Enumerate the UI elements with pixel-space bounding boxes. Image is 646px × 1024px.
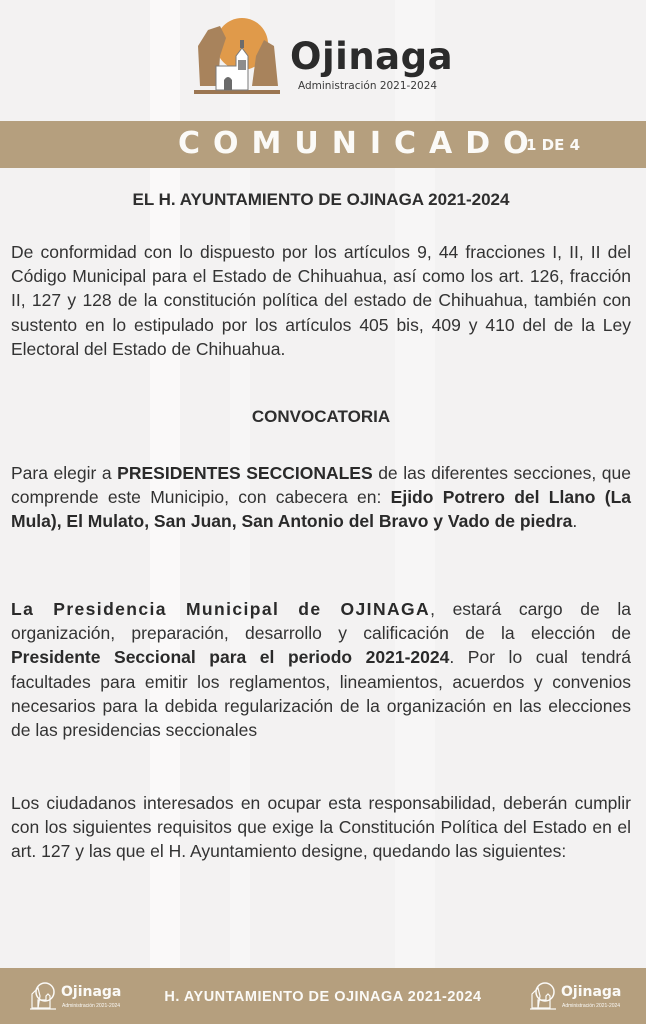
footer-text: H. AYUNTAMIENTO DE OJINAGA 2021-2024	[164, 989, 482, 1005]
section-heading: CONVOCATORIA	[251, 407, 391, 426]
footer-band	[0, 968, 646, 1024]
paragraph-organization	[11, 597, 631, 742]
brand-name: Ojinaga	[290, 35, 454, 78]
ojinaga-logo	[190, 16, 470, 104]
footer-logo-subtitle: Administración 2021-2024	[62, 1003, 121, 1009]
brand-subtitle: Administración 2021-2024	[298, 80, 438, 92]
emphasis-text: PRESIDENTES SECCIONALES	[117, 463, 373, 483]
emphasis-text: Presidente Seccional para el periodo 2021-2024	[11, 647, 450, 668]
footer-logo-name: Ojinaga	[61, 984, 122, 1000]
mission-church-logo-icon	[528, 982, 558, 1012]
paragraph-text: .	[572, 511, 578, 532]
paragraph-legal-basis: De conformidad con lo dispuesto por los artículos 9, 44 fracciones I, II, II del Código Municipal para el Estado de Chihuahua, así como los art. 126, fracción II, 127 y 128 de la constitución política del estado de Chihuahua, también con sustento en lo estipulado por los artículos 405 bis, 409 y 410 del de la Ley Electoral del Estado de Chihuahua.	[11, 242, 631, 359]
emphasis-text: Ejido Potrero del Llano (La Mula), El Mulato, San Juan, San Antonio del Bravo y Vado de piedra	[11, 487, 631, 532]
banner-title: COMUNICADO	[178, 126, 542, 161]
footer-logo-name: Ojinaga	[561, 984, 622, 1000]
mission-church-logo-icon	[190, 16, 282, 100]
paragraph-text: Para elegir a	[11, 463, 118, 483]
paragraph-text: , estará cargo de la organización, preparación, desarrollo y calificación de la elección de	[11, 599, 631, 644]
emphasis-text: La Presidencia Municipal de OJINAGA	[11, 599, 431, 619]
document-heading: EL H. AYUNTAMIENTO DE OJINAGA 2021-2024	[132, 190, 510, 209]
footer-logo	[528, 982, 624, 1014]
page-indicator: 1 DE 4	[526, 136, 581, 154]
footer-logo-subtitle: Administración 2021-2024	[562, 1003, 621, 1009]
paragraph-purpose	[11, 461, 631, 534]
paragraph-text: de las diferentes secciones, que comprende este Municipio, con cabecera en:	[11, 463, 631, 508]
paragraph-text: . Por lo cual tendrá facultades para emitir los reglamentos, lineamientos, acuerdos y convenios necesarios para la debida regularización de la organización en las elecciones de las presidencias seccionales	[11, 647, 631, 741]
paragraph-requirements: Los ciudadanos interesados en ocupar esta responsabilidad, deberán cumplir con los siguientes requisitos que exige la Constitución Política del Estado en el art. 127 y las que el H. Ayuntamiento designe, quedando las siguientes:	[11, 793, 631, 862]
title-banner	[0, 121, 646, 168]
